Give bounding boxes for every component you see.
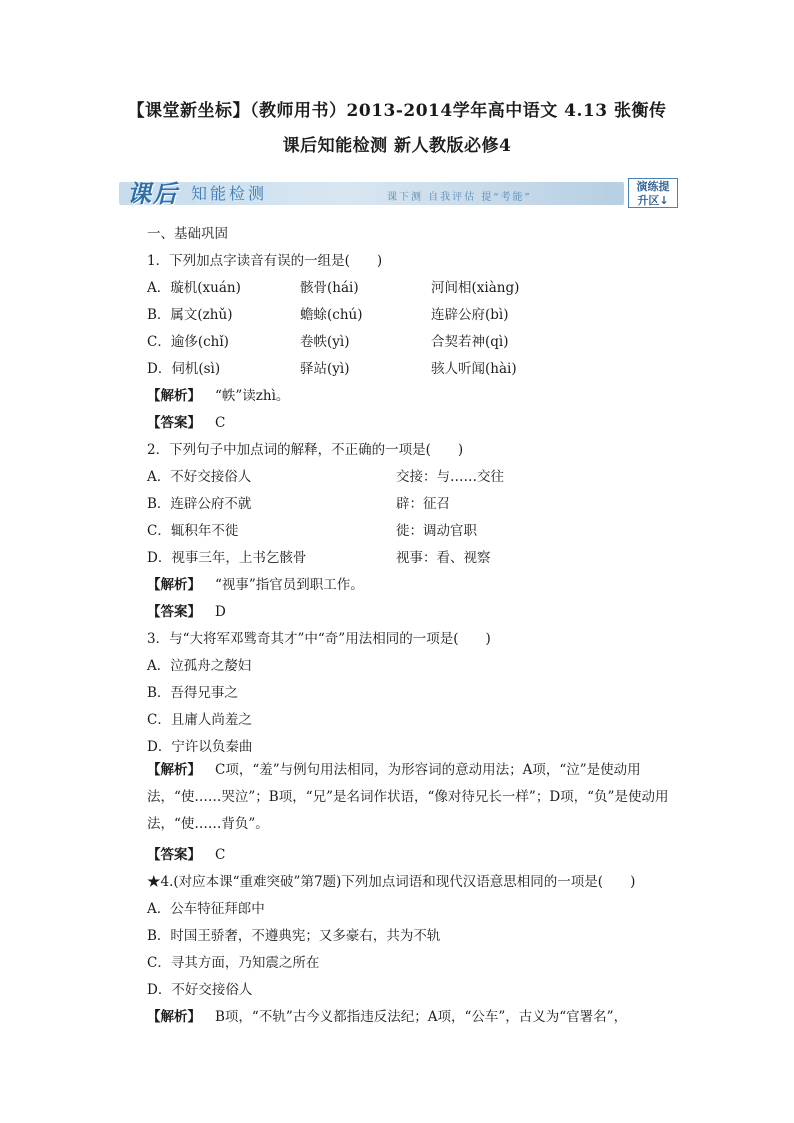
section-heading: 一、基础巩固 <box>147 226 228 242</box>
q1-row-d-col2: 驿站(yì) <box>300 361 350 377</box>
q2-row-b-col1: B．连辟公府不就 <box>147 496 252 512</box>
q4-option-d: D．不好交接俗人 <box>147 982 253 998</box>
answer-label: 【答案】 <box>147 415 201 431</box>
analysis-label: 【解析】 <box>147 1009 201 1025</box>
q1-row-c-col2: 卷帙(yì) <box>300 334 350 350</box>
q1-row-b-col2: 蟾蜍(chú) <box>300 307 363 323</box>
q4-stem: ★4.(对应本课“重难突破”第7题)下列加点词语和现代汉语意思相同的一项是( ) <box>147 874 636 890</box>
q4-analysis <box>147 1005 627 1025</box>
analysis-text: “视事”指官员到职工作。 <box>215 577 364 593</box>
answer-label: 【答案】 <box>147 847 201 863</box>
q2-analysis <box>147 573 364 593</box>
q3-option-a: A．泣孤舟之嫠妇 <box>147 658 252 674</box>
q1-answer <box>147 411 225 431</box>
q1-row-a-col1: A．璇机(xuán) <box>147 280 241 296</box>
q3-answer <box>147 843 225 863</box>
q1-row-b-col3: 连辟公府(bì) <box>431 307 509 323</box>
q4-option-b: B．时国王骄奢，不遵典宪；又多豪右，共为不轨 <box>147 928 441 944</box>
answer-text: C <box>215 847 226 863</box>
answer-text: D <box>215 604 226 620</box>
q2-row-c-col1: C．辄积年不徙 <box>147 523 239 539</box>
banner-badge <box>628 178 678 208</box>
answer-text: C <box>215 415 226 431</box>
analysis-text: “帙”读zhì。 <box>215 388 290 404</box>
q2-row-b-col2: 辟：征召 <box>396 496 450 512</box>
analysis-label: 【解析】 <box>147 577 201 593</box>
q2-row-d-col2: 视事：看、视察 <box>396 550 491 566</box>
analysis-label: 【解析】 <box>147 762 201 778</box>
q1-row-c-col1: C．逾侈(chǐ) <box>147 334 229 350</box>
q1-row-b-col1: B．属文(zhǔ) <box>147 307 233 323</box>
document-title-line-2: 课后知能检测 新人教版必修4 <box>282 136 512 156</box>
document-title-line-1: 【课堂新坐标】（教师用书）2013-2014学年高中语文 4.13 张衡传 <box>127 101 667 121</box>
q1-row-d-col1: D．伺机(sì) <box>147 361 221 377</box>
analysis-label: 【解析】 <box>147 388 201 404</box>
q2-row-c-col2: 徙：调动官职 <box>396 523 477 539</box>
q3-option-d: D．宁许以负秦曲 <box>147 739 253 755</box>
section-banner <box>119 176 681 209</box>
q3-analysis <box>147 757 679 838</box>
q2-row-a-col1: A．不好交接俗人 <box>147 469 252 485</box>
banner-small-text: 知能检测 <box>191 184 268 203</box>
badge-line-1: 演练提 <box>636 180 670 193</box>
q1-row-a-col2: 骸骨(hái) <box>300 280 359 296</box>
q2-row-a-col2: 交接：与……交往 <box>396 469 504 485</box>
q4-option-a: A．公车特征拜郎中 <box>147 901 265 917</box>
banner-big-text: 课后 <box>127 179 179 208</box>
q1-row-c-col3: 合契若神(qì) <box>431 334 509 350</box>
q2-answer <box>147 600 226 620</box>
q2-row-d-col1: D．视事三年，上书乞骸骨 <box>147 550 307 566</box>
analysis-text: B项，“不轨”古今义都指违反法纪；A项，“公车”，古义为“官署名”， <box>215 1009 628 1025</box>
badge-line-2: 升区↓ <box>637 194 669 207</box>
q4-option-c: C．寻其方面，乃知震之所在 <box>147 955 320 971</box>
answer-label: 【答案】 <box>147 604 201 620</box>
q3-option-c: C．且庸人尚羞之 <box>147 712 252 728</box>
analysis-text: C项，“羞”与例句用法相同，为形容词的意动用法；A项，“泣”是使动用法，“使……哭泣”；B项，“兄”是名词作状语，“像对待兄长一样”；D项，“负”是使动用法，“使……背负”。 <box>147 762 669 832</box>
q2-stem: 2．下列句子中加点词的解释，不正确的一项是( ) <box>147 442 464 458</box>
q1-row-a-col3: 河间相(xiàng) <box>431 280 520 296</box>
q1-analysis <box>147 384 289 404</box>
q3-stem: 3．与“大将军邓骘奇其才”中“奇”用法相同的一项是( ) <box>147 631 491 647</box>
q1-row-d-col3: 骇人听闻(hài) <box>431 361 517 377</box>
q1-stem: 1．下列加点字读音有误的一组是( ) <box>147 253 383 269</box>
banner-slogan: 课下测 自我评估 提“考能” <box>387 192 532 203</box>
q3-option-b: B．吾得兄事之 <box>147 685 238 701</box>
